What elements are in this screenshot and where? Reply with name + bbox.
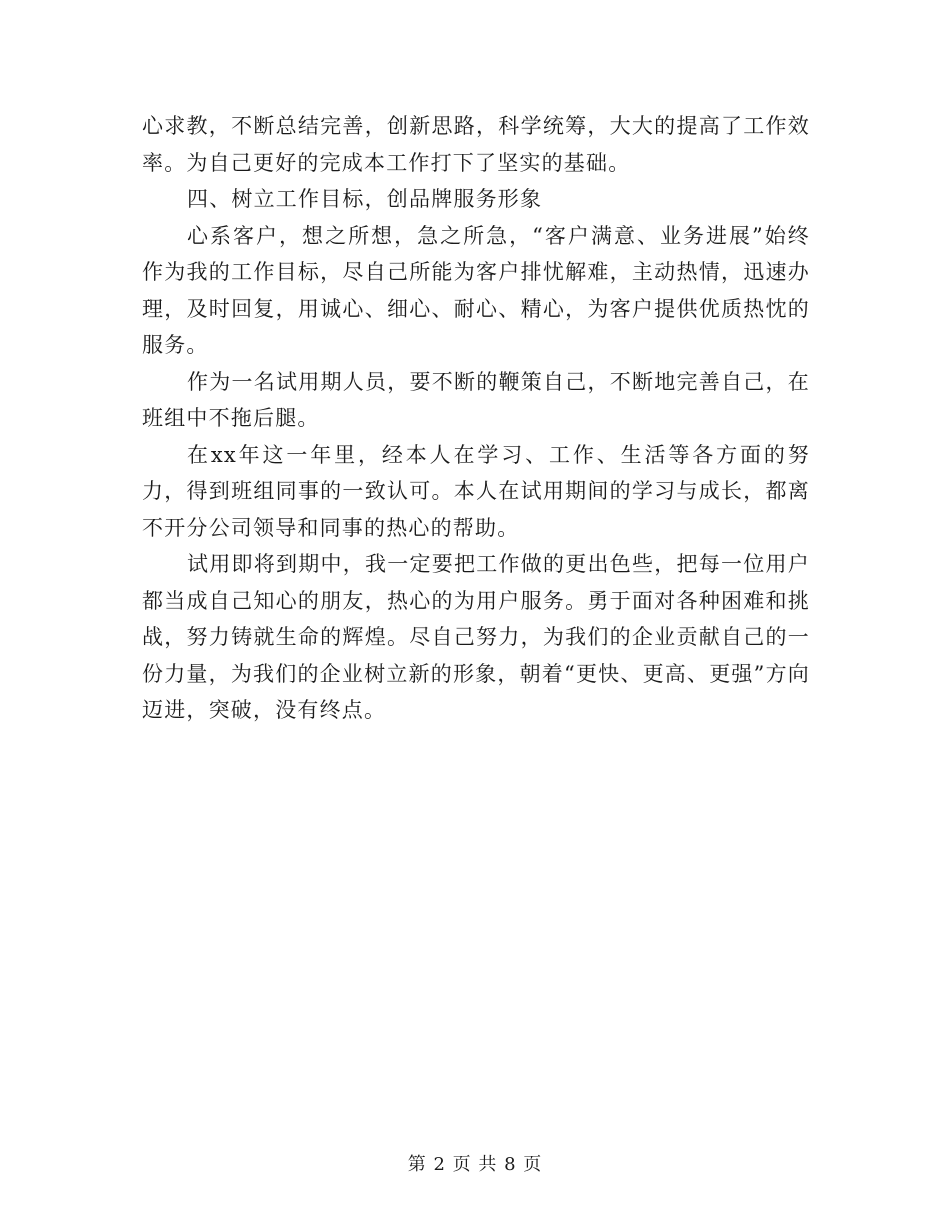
section-heading: 四、树立工作目标，创品牌服务形象 bbox=[187, 187, 543, 211]
paragraph-outlook: 试用即将到期中，我一定要把工作做的更出色些，把每一位用户都当成自己知心的朋友，热心的为用户服务。勇于面对各种困难和挑战，努力铸就生命的辉煌。尽自己努力，为我们的企业贡献自己的一份力量，为我们的企业树立新的形象，朝着“更快、更高、更强”方向迈进，突破，没有终点。 bbox=[142, 552, 810, 722]
paragraph-probation: 作为一名试用期人员，要不断的鞭策自己，不断地完善自己，在班组中不拖后腿。 bbox=[142, 369, 810, 430]
paragraph-service: 心系客户，想之所想，急之所急，“客户满意、业务进展”始终作为我的工作目标，尽自己所能为客户排忧解难，主动热情，迅速办理，及时回复，用诚心、细心、耐心、精心，为客户提供优质热忱的服务。 bbox=[142, 223, 810, 357]
document-body bbox=[142, 108, 810, 729]
page-number-footer: 第 2 页 共 8 页 bbox=[407, 1154, 543, 1175]
paragraph-continuation: 心求教，不断总结完善，创新思路，科学统筹，大大的提高了工作效率。为自己更好的完成本工作打下了坚实的基础。 bbox=[142, 114, 810, 175]
paragraph-year-review: 在xx年这一年里，经本人在学习、工作、生活等各方面的努力，得到班组同事的一致认可。本人在试用期间的学习与成长，都离不开分公司领导和同事的热心的帮助。 bbox=[142, 442, 810, 540]
